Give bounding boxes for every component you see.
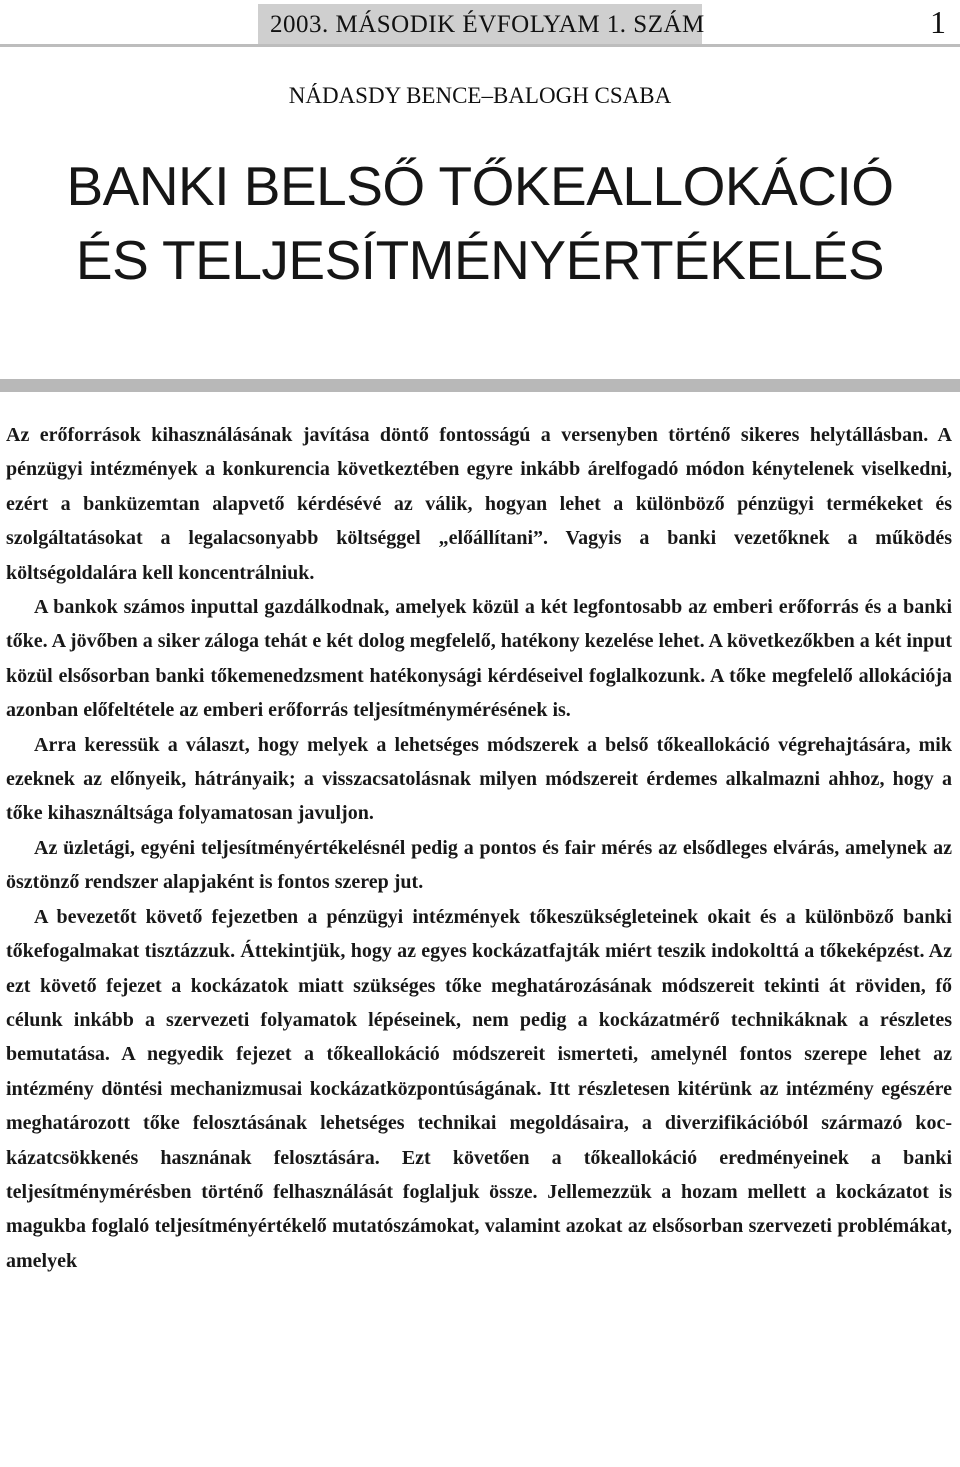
paragraph-1: Az erőforrások kihasználásának javítása döntő fontosságú a versenyben történő sikeres helytállásban. A pénzügyi intézmények a konkurencia következtében egyre inkább árelfogadó módon kénytelenek viselkedni, ezért a banküzemtan alapvető kérdésévé az válik, hogyan lehet a különböző pénzügyi termékeket és szolgáltatásokat a legalacsonyabb költséggel „előállítani”. Vagyis a banki vezetőknek a működés költségoldalára kell koncentrálniuk.: [6, 424, 952, 584]
article-title-line-1: BANKI BELSŐ TŐKEALLOKÁCIÓ: [66, 155, 894, 217]
paragraph-4: Az üzletági, egyéni teljesítményértékelésnél pedig a pontos és fair mérés az elsődleges elvárás, amelynek az ösztönző rendszer alapjaként is fontos szerep jut.: [6, 836, 952, 894]
article-body: [6, 418, 952, 1278]
page-number: 1: [930, 4, 946, 40]
journal-issue-label: 2003. MÁSODIK ÉVFOLYAM 1. SZÁM: [270, 11, 705, 38]
paragraph-5: A bevezetőt követő fejezetben a pénzügyi intézmények tőkeszükségleteinek okait és a különböző banki tőkefogalmakat tisztázzuk. Áttekintjük, hogy az egyes kockázatfajták miért teszik indokolttá a tőkeképzést. Az ezt követő fejezet a kockázatok miatt szükséges tőke meghatározásának módszereit tekinti át röviden, fő célunk inkább a szervezeti folyamatok lépéseinek, nem pedig a kockázatmérő technikáknak a részletes bemutatása. A negyedik fejezet a tőkeallokáció módszereit ismerteti, amelynél fontos szerepe lehet az intézmény döntési mechanizmusai kockázatközpontúságának. Itt részletesen kitérünk az intézmény egészére meghatározott tőke felosztásának lehetséges technikai megoldásaira, a diverzifikációból származó kockázatcsökkenés hasznának felosztására. Ezt követően a tőkeallokáció eredményeinek a banki teljesítménymérésben történő felhasználását foglaljuk össze. Jellemezzük a hozam mellett a kockázatot is magukba foglaló teljesítményértékelő mutatószámokat, valamint azokat az elsősorban szervezeti problémákat, amelyek: [6, 905, 952, 1272]
header-divider: [0, 44, 960, 47]
article-authors: NÁDASDY BENCE–BALOGH CSABA: [288, 83, 672, 108]
paragraph-3: Arra keressük a választ, hogy melyek a lehetséges módszerek a belső tőkeallokáció végrehajtására, mik ezeknek az előnyeik, hátrányaik; a visszacsatolásnak milyen módszereit érdemes alkalmazni ahhoz, hogy a tőke kihasználtsága folyamatosan javuljon.: [6, 733, 952, 825]
article-title: [0, 150, 960, 297]
paragraph-2: A bankok számos inputtal gazdálkodnak, amelyek közül a két legfontosabb az emberi erőforrás és a banki tőke. A jövőben a siker záloga tehát e két dolog megfelelő, hatékony kezelése lehet. A következőkben a két input közül elsősorban banki tőkemenedzsment hatékonysági kérdéseivel foglalkozunk. A tőke megfelelő allokációja azonban előfeltétele az emberi erőforrás teljesítménymérésének is.: [6, 596, 952, 722]
article-title-line-2: ÉS TELJESÍTMÉNYÉRTÉKELÉS: [75, 228, 885, 291]
title-divider: [0, 379, 960, 392]
